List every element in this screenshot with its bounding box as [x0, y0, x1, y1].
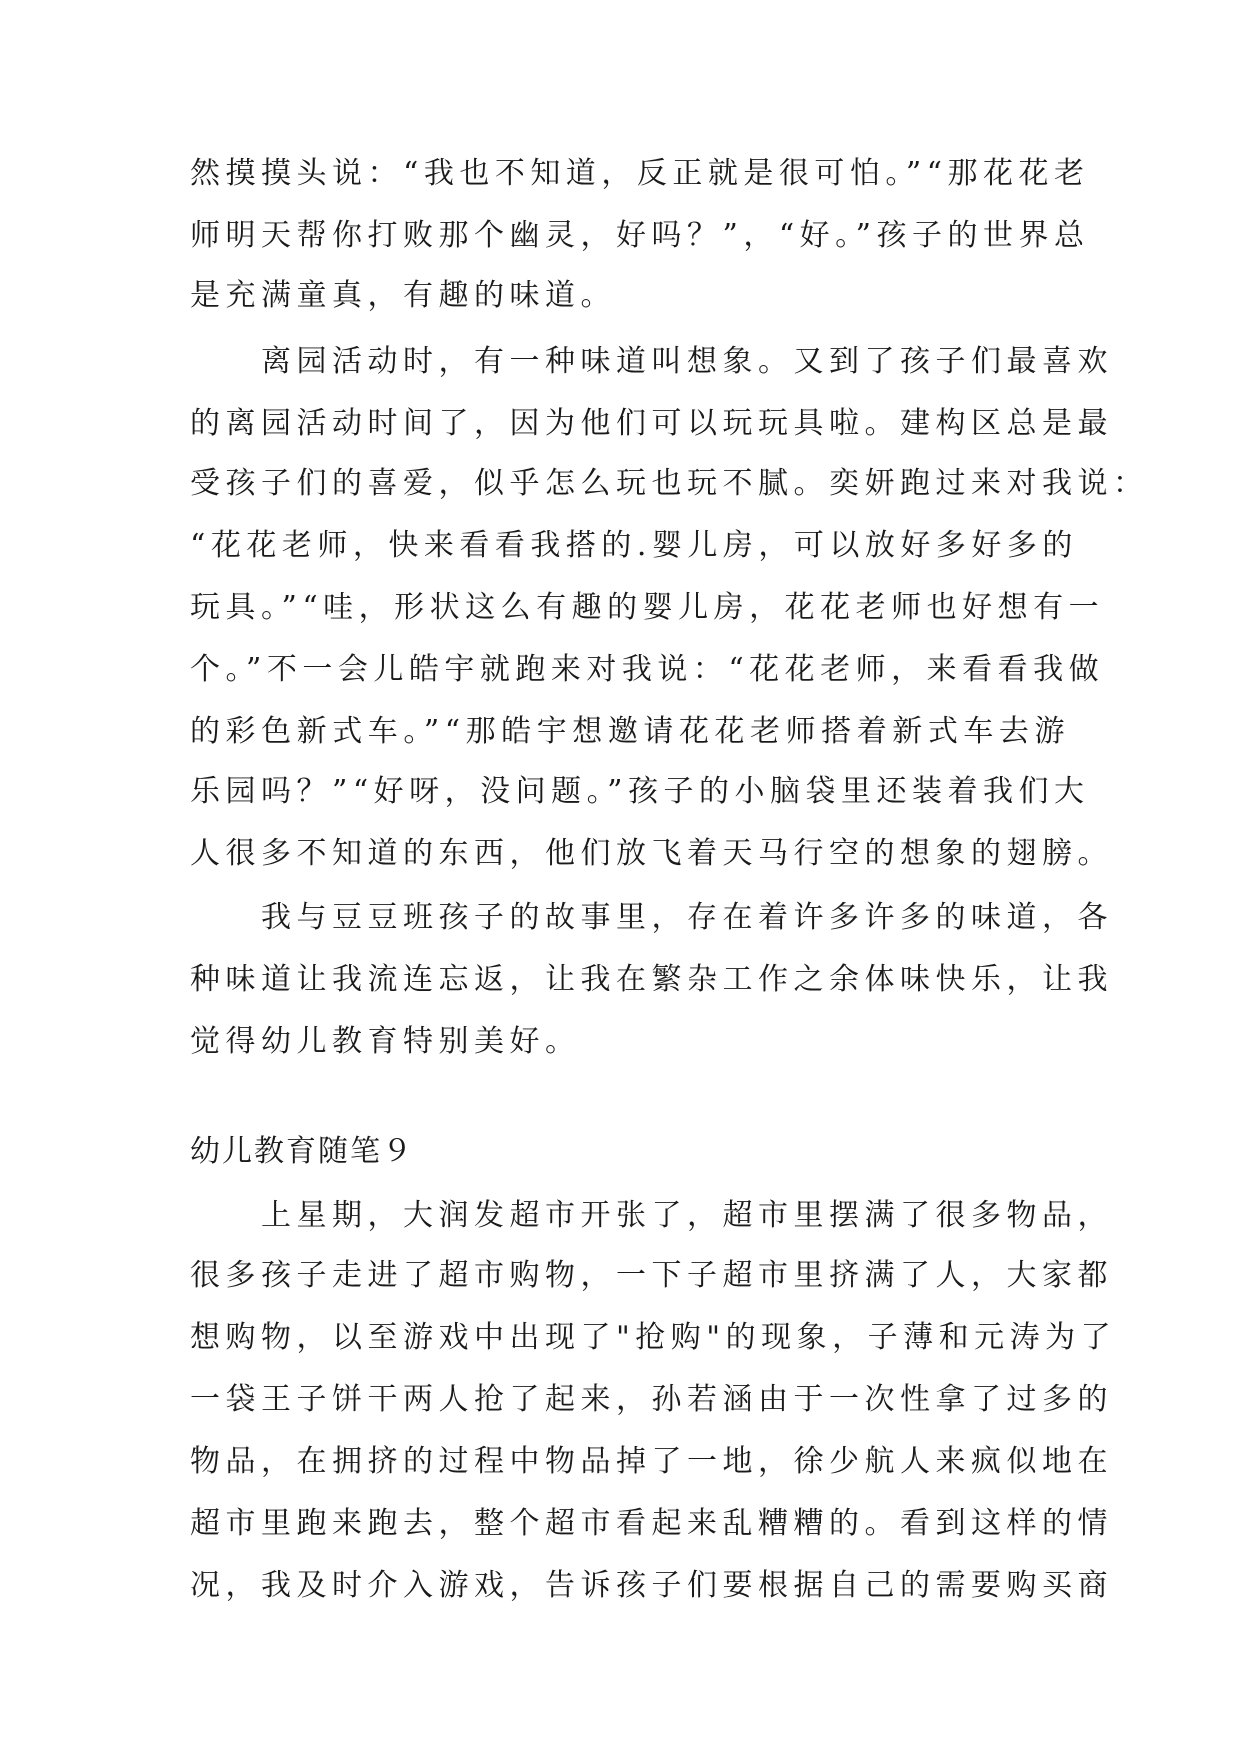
paragraph-2-line-3: 受孩子们的喜爱，似乎怎么玩也玩不腻。奕妍跑过来对我说：	[190, 466, 1149, 501]
paragraph-4-line-7: 况，我及时介入游戏，告诉孩子们要根据自己的需要购买商	[190, 1568, 1113, 1603]
paragraph-4-line-6: 超市里跑来跑去，整个超市看起来乱糟糟的。看到这样的情	[190, 1506, 1113, 1541]
paragraph-2-line-9: 人很多不知道的东西，他们放飞着天马行空的想象的翅膀。	[190, 836, 1113, 871]
paragraph-2-line-7: 的彩色新式车。”“那皓宇想邀请花花老师搭着新式车去游	[190, 714, 1070, 749]
paragraph-1-line-3: 是充满童真，有趣的味道。	[190, 278, 616, 313]
paragraph-3-line-1: 我与豆豆班孩子的故事里，存在着许多许多的味道，各	[190, 900, 1113, 935]
paragraph-4-line-4: 一袋王子饼干两人抢了起来，孙若涵由于一次性拿了过多的	[190, 1382, 1113, 1417]
paragraph-2-line-5: 玩具。”“哇，形状这么有趣的婴儿房，花花老师也好想有一	[190, 590, 1105, 625]
paragraph-1-line-2: 师明天帮你打败那个幽灵，好吗？”，“好。”孩子的世界总	[190, 218, 1090, 253]
paragraph-4-line-3: 想购物，以至游戏中出现了"抢购"的现象，子薄和元涛为了	[190, 1320, 1117, 1355]
paragraph-4-line-2: 很多孩子走进了超市购物，一下子超市里挤满了人，大家都	[190, 1258, 1113, 1293]
paragraph-2-line-6: 个。”不一会儿皓宇就跑来对我说：“花花老师，来看看我做	[190, 652, 1105, 687]
paragraph-4-line-1: 上星期，大润发超市开张了，超市里摆满了很多物品，	[190, 1198, 1113, 1233]
paragraph-1-line-1: 然摸摸头说：“我也不知道，反正就是很可怕。”“那花花老	[190, 156, 1090, 191]
paragraph-3-line-2: 种味道让我流连忘返，让我在繁杂工作之余体味快乐，让我	[190, 962, 1113, 997]
section-title: 幼儿教育随笔９	[190, 1134, 414, 1169]
paragraph-4-line-5: 物品，在拥挤的过程中物品掉了一地，徐少航人来疯似地在	[190, 1444, 1113, 1479]
paragraph-2-line-4: “花花老师，快来看看我搭的.婴儿房，可以放好多好多的	[190, 528, 1078, 563]
paragraph-2-line-2: 的离园活动时间了，因为他们可以玩玩具啦。建构区总是最	[190, 406, 1113, 441]
paragraph-2-line-1: 离园活动时，有一种味道叫想象。又到了孩子们最喜欢	[190, 344, 1113, 379]
paragraph-2-line-8: 乐园吗？”“好呀，没问题。”孩子的小脑袋里还装着我们大	[190, 774, 1090, 809]
paragraph-3-line-3: 觉得幼儿教育特别美好。	[190, 1024, 581, 1059]
